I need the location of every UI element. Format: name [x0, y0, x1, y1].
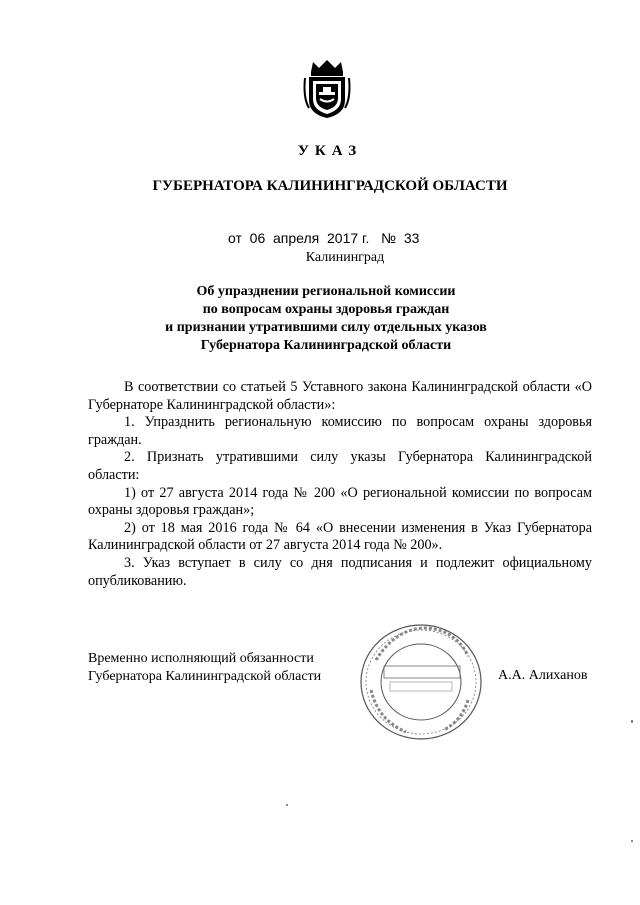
- preamble-paragraph: В соответствии со статьей 5 Уставного закона Калининградской области «О Губернаторе Калининградской области»:: [88, 379, 592, 413]
- item-1-paragraph: 1. Упразднить региональную комиссию по вопросам охраны здоровья граждан.: [88, 414, 592, 448]
- subject-line: и признании утратившими силу отдельных указов: [165, 320, 487, 335]
- item-2-paragraph: 2. Признать утратившими силу указы Губернатора Калининградской области:: [88, 449, 592, 483]
- decree-body: [88, 379, 592, 590]
- scan-speck: [631, 720, 633, 723]
- item-2-2-paragraph: 2) от 18 мая 2016 года № 64 «О внесении изменения в Указ Губернатора Калининградской области от 27 августа 2014 года № 200».: [88, 519, 592, 554]
- signatory-title: [88, 650, 321, 685]
- subject-line: по вопросам охраны здоровья граждан: [202, 302, 450, 317]
- scan-speck: [631, 840, 633, 842]
- signatory-title-line: Временно исполняющий обязанности: [88, 651, 314, 666]
- subject-line: Губернатора Калининградской области: [200, 338, 452, 353]
- date-number-line: от 06 апреля 2017 г. № 33: [228, 230, 420, 246]
- issuer-heading: ГУБЕРНАТОРА КАЛИНИНГРАДСКОЙ ОБЛАСТИ: [152, 178, 508, 194]
- signatory-name: А.А. Алиханов: [498, 668, 588, 683]
- document-title: УКАЗ: [297, 143, 363, 159]
- item-3-paragraph: 3. Указ вступает в силу со дня подписания и подлежит официальному опубликованию.: [88, 554, 592, 589]
- subject-line: Об упразднении региональной комиссии: [196, 284, 456, 299]
- city-name: Калининград: [305, 250, 385, 265]
- signatory-title-line: Губернатора Калининградской области: [88, 668, 322, 684]
- scan-speck: [286, 804, 288, 806]
- official-seal-icon: [356, 620, 486, 745]
- item-2-1-paragraph: 1) от 27 августа 2014 года № 200 «О региональной комиссии по вопросам охраны здоровья граждан»;: [88, 484, 592, 519]
- coat-of-arms-icon: [303, 58, 351, 120]
- decree-subject: [0, 283, 640, 355]
